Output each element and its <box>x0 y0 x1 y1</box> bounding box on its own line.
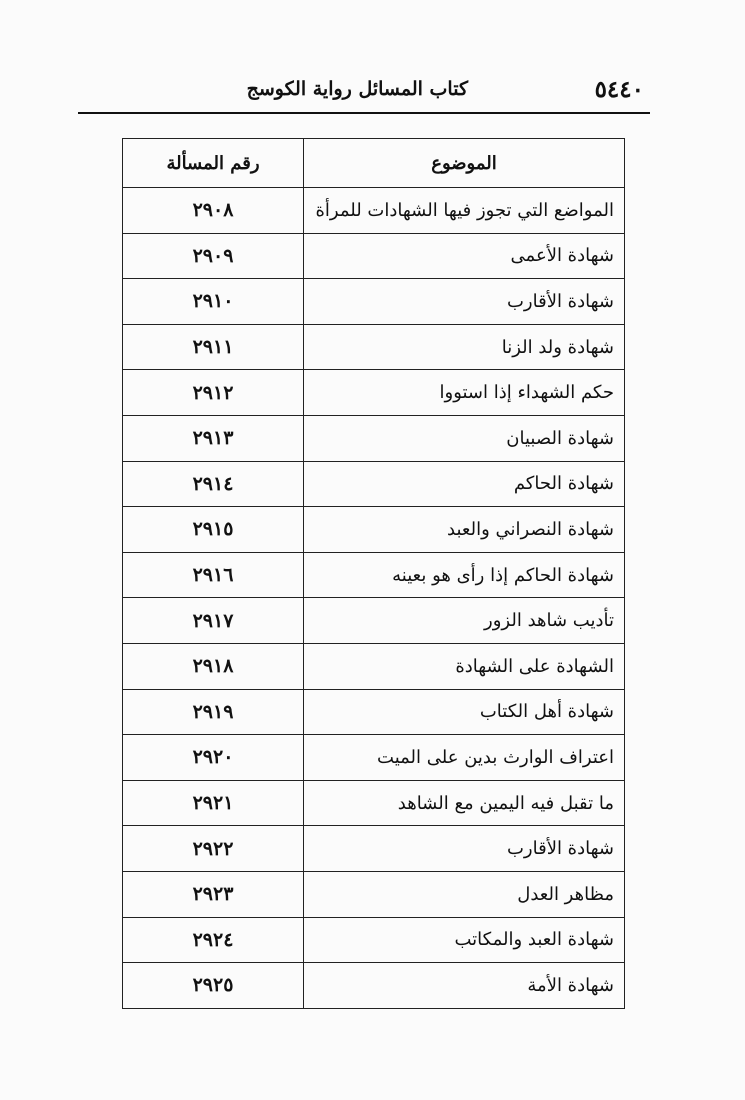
header-rule <box>78 112 650 114</box>
book-title: كتاب المسائل رواية الكوسج <box>246 78 468 100</box>
table-row <box>123 735 625 781</box>
issue-number-cell: ٢٩٢٢ <box>123 826 304 872</box>
page-header <box>78 76 648 104</box>
topic-cell: شهادة ولد الزنا <box>304 324 625 370</box>
topic-cell: شهادة الحاكم <box>304 461 625 507</box>
table-row <box>123 233 625 279</box>
issue-number-cell: ٢٩١٥ <box>123 507 304 553</box>
issue-number-cell: ٢٩١٨ <box>123 643 304 689</box>
table-row <box>123 370 625 416</box>
page-number: ٥٤٤٠ <box>594 76 644 103</box>
issue-number-cell: ٢٩١٠ <box>123 279 304 325</box>
column-header-topic: الموضوع <box>304 139 625 188</box>
table-row <box>123 598 625 644</box>
topic-cell: شهادة الأمة <box>304 963 625 1009</box>
issue-number-cell: ٢٩٢٣ <box>123 871 304 917</box>
index-table <box>122 138 625 1009</box>
table-row <box>123 871 625 917</box>
topic-cell: مظاهر العدل <box>304 871 625 917</box>
topic-cell: شهادة الصبيان <box>304 415 625 461</box>
table-row <box>123 415 625 461</box>
topic-cell: شهادة الأقارب <box>304 279 625 325</box>
issue-number-cell: ٢٩١٣ <box>123 415 304 461</box>
issue-number-cell: ٢٩١٢ <box>123 370 304 416</box>
issue-number-cell: ٢٩٢٥ <box>123 963 304 1009</box>
issue-number-cell: ٢٩١١ <box>123 324 304 370</box>
topic-cell: المواضع التي تجوز فيها الشهادات للمرأة <box>304 188 625 234</box>
table-row <box>123 689 625 735</box>
topic-cell: اعتراف الوارث بدين على الميت <box>304 735 625 781</box>
topic-cell: ما تقبل فيه اليمين مع الشاهد <box>304 780 625 826</box>
issue-number-cell: ٢٩٢١ <box>123 780 304 826</box>
topic-cell: شهادة العبد والمكاتب <box>304 917 625 963</box>
issue-number-cell: ٢٩١٧ <box>123 598 304 644</box>
topic-cell: الشهادة على الشهادة <box>304 643 625 689</box>
table-row <box>123 507 625 553</box>
table-header-row <box>123 139 625 188</box>
issue-number-cell: ٢٩٠٨ <box>123 188 304 234</box>
table-row <box>123 780 625 826</box>
topic-cell: شهادة الحاكم إذا رأى هو بعينه <box>304 552 625 598</box>
table-body <box>123 188 625 1009</box>
issue-number-cell: ٢٩٢٠ <box>123 735 304 781</box>
issue-number-cell: ٢٩٠٩ <box>123 233 304 279</box>
issue-number-cell: ٢٩١٦ <box>123 552 304 598</box>
topic-cell: تأديب شاهد الزور <box>304 598 625 644</box>
issue-number-cell: ٢٩١٤ <box>123 461 304 507</box>
topic-cell: شهادة الأعمى <box>304 233 625 279</box>
table-row <box>123 461 625 507</box>
topic-cell: شهادة أهل الكتاب <box>304 689 625 735</box>
table-row <box>123 279 625 325</box>
topic-cell: حكم الشهداء إذا استووا <box>304 370 625 416</box>
table-row <box>123 188 625 234</box>
table-row <box>123 552 625 598</box>
table-row <box>123 917 625 963</box>
table-row <box>123 826 625 872</box>
column-header-number: رقم المسألة <box>123 139 304 188</box>
table-row <box>123 963 625 1009</box>
table-row <box>123 324 625 370</box>
topic-cell: شهادة الأقارب <box>304 826 625 872</box>
issue-number-cell: ٢٩١٩ <box>123 689 304 735</box>
topic-cell: شهادة النصراني والعبد <box>304 507 625 553</box>
table-row <box>123 643 625 689</box>
issue-number-cell: ٢٩٢٤ <box>123 917 304 963</box>
